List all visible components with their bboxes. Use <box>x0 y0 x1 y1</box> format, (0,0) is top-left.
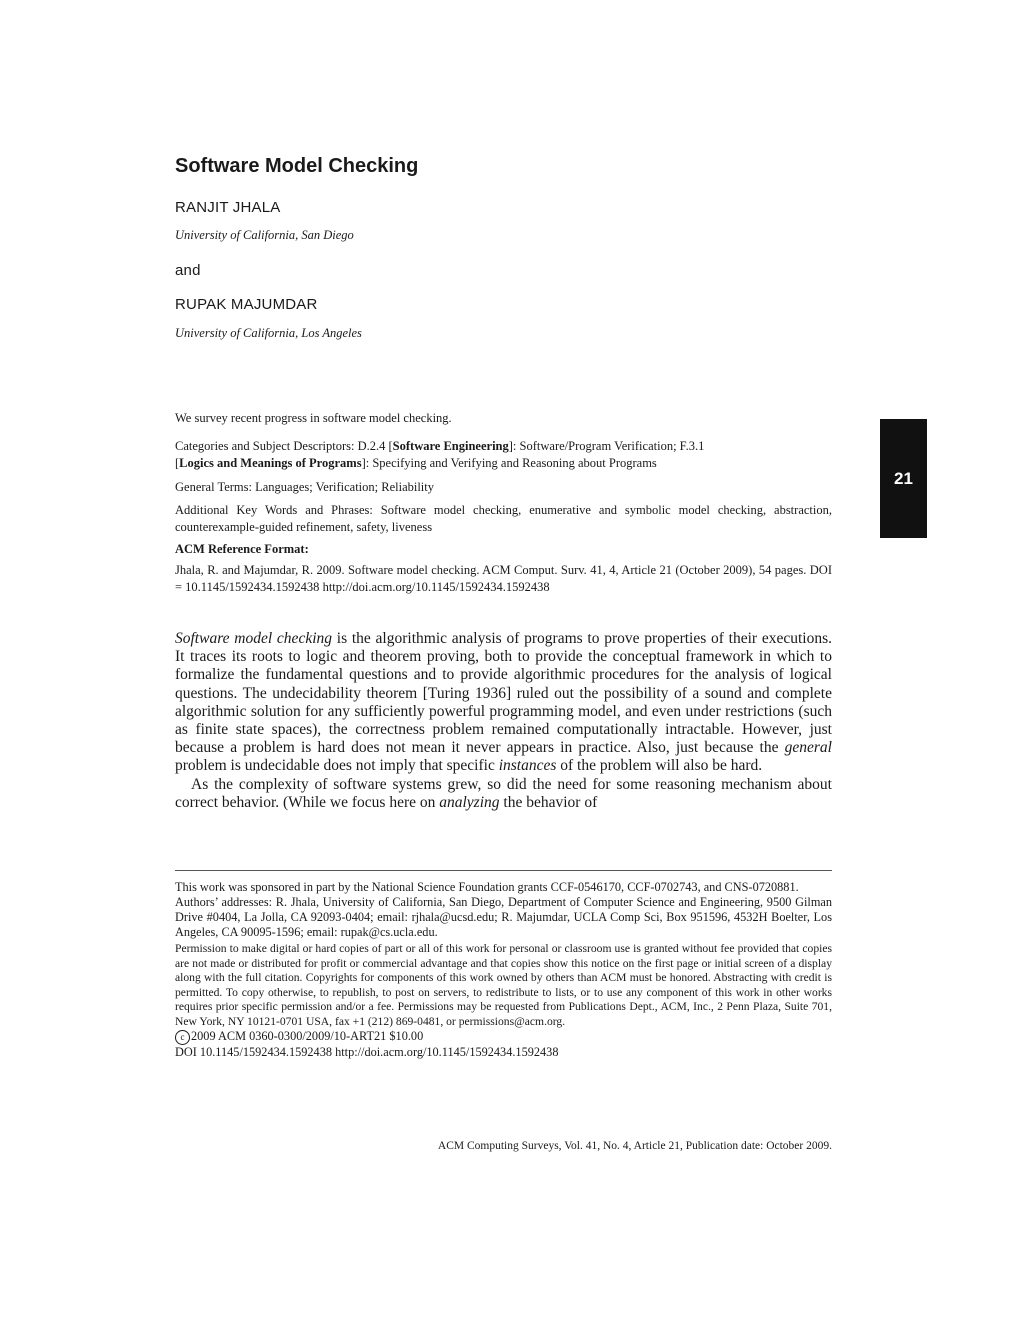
term-software-model-checking: Software model checking <box>175 630 333 647</box>
acm-reference-citation: Jhala, R. and Majumdar, R. 2009. Software model checking. ACM Comput. Surv. 41, 4, Article 21 (October 2009), 54 pages. <box>175 563 807 577</box>
categories-descriptors <box>175 438 832 471</box>
body-p2-part-b: the behavior of <box>499 793 598 811</box>
author-separator: and <box>175 262 201 279</box>
footnote-divider <box>175 870 832 871</box>
article-number: 21 <box>894 469 913 488</box>
body-p1-part-a: is the algorithmic analysis of programs to prove properties of their executions. It traces its roots to logic and theorem proving, both to provide the conceptual framework in which to formalize the fundamental questions and to provide algorithmic procedures for the analysis of logical questions. The undecidability theorem [Turing 1936] ruled out the possibility of a sound and complete algorithmic solution for any sufficiently powerful programming model, and even under restrictions (such as finite state spaces), the correctness problem remained computationally intractable. However, just because a problem is hard does not mean it never appears in practice. Also, just because the <box>175 630 832 757</box>
categories-prefix: Categories and Subject Descriptors: D.2.4 [ <box>175 439 393 453</box>
acm-reference-text <box>175 562 832 595</box>
abstract: We survey recent progress in software model checking. <box>175 411 452 425</box>
author-affiliation-1: University of California, San Diego <box>175 228 354 242</box>
footnote-addresses: Authors’ addresses: R. Jhala, University of California, San Diego, Department of Computer Science and Engineering, 9500 Gilman Drive #0404, La Jolla, CA 92093-0404; email: rjhala@ucsd.edu; R. Majumdar, UCLA Comp Sci, Box 951596, 4532H Boelter, Los Angeles, CA 90095-1596; email: rupak@cs.ucla.edu. <box>175 895 832 939</box>
term-instances: instances <box>498 757 557 775</box>
general-terms: General Terms: Languages; Verification; Reliability <box>175 480 435 494</box>
acm-reference-url-link[interactable]: http://doi.acm.org/10.1145/1592434.1592438 <box>322 579 550 594</box>
body-text <box>175 630 832 812</box>
keywords: Additional Key Words and Phrases: Software model checking, enumerative and symbolic model checking, abstraction, counterexample-guided refinement, safety, liveness <box>175 503 832 534</box>
copyright-icon: c <box>175 1030 190 1045</box>
footnotes <box>175 880 832 1060</box>
category-logics: Logics and Meanings of Programs <box>179 455 362 470</box>
categories-rest: ]: Specifying and Verifying and Reasoning about Programs <box>361 455 657 470</box>
body-p1-part-b: problem is undecidable does not imply that specific <box>175 757 499 775</box>
author-name-2: RUPAK MAJUMDAR <box>175 296 318 313</box>
body-paragraph-1 <box>175 630 832 776</box>
body-p1-part-c: of the problem will also be hard. <box>556 757 763 775</box>
categories-open-bracket: [ <box>175 455 180 470</box>
term-analyzing: analyzing <box>439 793 500 811</box>
acm-reference-doi: DOI = 10.1145/1592434.1592438 <box>175 563 832 594</box>
author-affiliation-2: University of California, Los Angeles <box>175 326 362 340</box>
article-number-tab <box>880 419 927 538</box>
footnote-doi: DOI 10.1145/1592434.1592438 http://doi.acm.org/10.1145/1592434.1592438 <box>175 1044 559 1059</box>
term-general: general <box>784 739 832 757</box>
copyright-text: 2009 ACM 0360-0300/2009/10-ART21 $10.00 <box>191 1029 424 1043</box>
paper-title: Software Model Checking <box>175 155 419 177</box>
category-software-engineering: Software Engineering <box>392 439 509 453</box>
categories-mid: ]: Software/Program Verification; F.3.1 <box>508 439 705 453</box>
body-paragraph-2 <box>175 776 832 812</box>
page-footer: ACM Computing Surveys, Vol. 41, No. 4, Article 21, Publication date: October 2009. <box>437 1140 832 1152</box>
author-name-1: RANJIT JHALA <box>175 199 281 216</box>
acm-reference-heading: ACM Reference Format: <box>175 542 309 556</box>
footnote-sponsor: This work was sponsored in part by the National Science Foundation grants CCF-0546170, CCF-0702743, and CNS-0720881. <box>175 880 799 894</box>
footnote-copyright <box>175 1029 832 1045</box>
footnote-permission: Permission to make digital or hard copies of part or all of this work for personal or classroom use is granted without fee provided that copies are not made or distributed for profit or commercial advantage and that copies show this notice on the first page or initial screen of a display along with the full citation. Copyrights for components of this work owned by others than ACM must be honored. Abstracting with credit is permitted. To copy otherwise, to republish, to post on servers, to redistribute to lists, or to use any component of this work in other works requires prior specific permission and/or a fee. Permissions may be requested from Publications Dept., ACM, Inc., 2 Penn Plaza, Suite 701, New York, NY 10121-0701 USA, fax +1 (212) 869-0481, or permissions@acm.org. <box>175 942 832 1028</box>
body-p2-part-a: As the complexity of software systems grew, so did the need for some reasoning mechanism about correct behavior. (While we focus here on <box>175 775 832 811</box>
